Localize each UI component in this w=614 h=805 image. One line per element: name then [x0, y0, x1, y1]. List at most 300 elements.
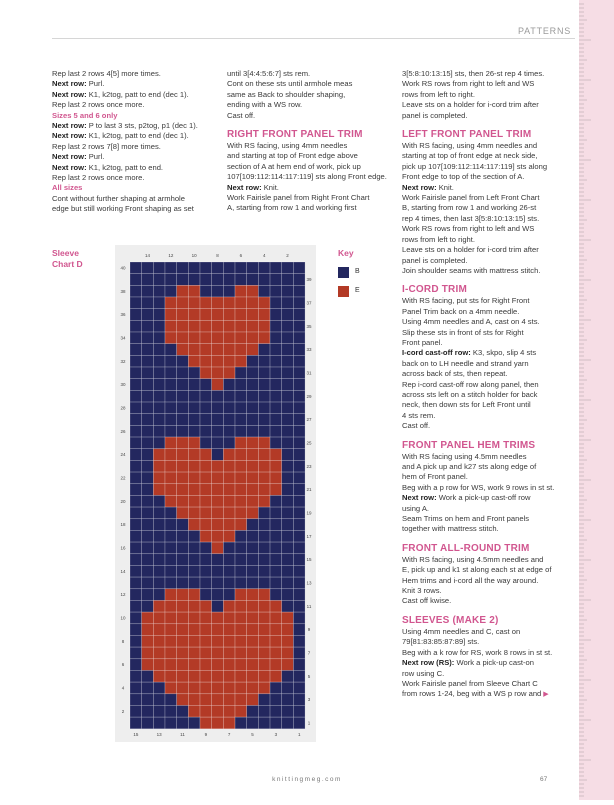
chart-cell	[212, 612, 224, 624]
instruction-row	[402, 658, 554, 668]
chart-cell	[223, 624, 235, 636]
chart-cell	[165, 309, 177, 321]
chart-cell	[200, 519, 212, 531]
chart-cell	[130, 530, 142, 542]
chart-cell	[153, 659, 165, 671]
chart-cell	[212, 495, 224, 507]
chart-cell	[188, 495, 200, 507]
chart-cell	[223, 472, 235, 484]
chart-axis-label: 32	[120, 358, 126, 364]
chart-axis-label: 2	[286, 253, 289, 258]
chart-cell	[293, 437, 305, 449]
chart-cell	[293, 717, 305, 729]
chart-cell	[188, 624, 200, 636]
line-text: With RS facing, using 4mm needles and	[402, 141, 538, 151]
chart-cell	[270, 612, 282, 624]
chart-cell	[282, 682, 294, 694]
chart-cell	[293, 344, 305, 356]
chart-cell	[235, 414, 247, 426]
header-divider	[52, 38, 575, 39]
chart-cell	[223, 577, 235, 589]
line-text: starting at top of front edge at neck side,	[402, 151, 538, 161]
chart-cell	[235, 717, 247, 729]
chart-cell	[247, 355, 259, 367]
chart-cell	[282, 449, 294, 461]
chart-cell	[247, 309, 259, 321]
chart-cell	[165, 682, 177, 694]
chart-cell	[235, 705, 247, 717]
chart-cell	[258, 542, 270, 554]
chart-cell	[235, 367, 247, 379]
chart-cell	[247, 344, 259, 356]
chart-cell	[223, 344, 235, 356]
chart-cell	[293, 332, 305, 344]
row-text: Knit.	[261, 182, 279, 192]
chart-cell	[293, 495, 305, 507]
chart-cell	[200, 612, 212, 624]
chart-cell	[188, 682, 200, 694]
chart-cell	[153, 379, 165, 391]
row-text: K1, k2tog, patt to end (dec 1).	[86, 131, 189, 141]
chart-axis-label: 26	[120, 428, 126, 434]
chart-cell	[223, 530, 235, 542]
chart-cell	[235, 472, 247, 484]
text-column-3	[402, 69, 554, 701]
chart-cell	[130, 600, 142, 612]
chart-cell	[142, 437, 154, 449]
line-text: back on to LH needle and strand yarn	[402, 358, 529, 368]
chart-cell	[282, 320, 294, 332]
chart-cell	[165, 402, 177, 414]
chart-cell	[130, 297, 142, 309]
section-heading: LEFT FRONT PANEL TRIM	[402, 129, 532, 141]
line-text: Leave sts on a holder for i-cord trim after	[402, 245, 539, 255]
chart-cell	[130, 624, 142, 636]
instruction-row	[52, 121, 198, 131]
chart-cell	[153, 600, 165, 612]
chart-axis-label: 18	[120, 522, 126, 528]
chart-cell	[200, 507, 212, 519]
chart-cell	[247, 274, 259, 286]
chart-cell	[200, 530, 212, 542]
line-text: 3[5:8:10:13:15] sts, then 26-st rep 4 times.	[402, 69, 545, 78]
chart-cell	[153, 519, 165, 531]
chart-cell	[165, 285, 177, 297]
chart-cell	[177, 297, 189, 309]
chart-cell	[258, 472, 270, 484]
chart-cell	[142, 530, 154, 542]
chart-cell	[270, 635, 282, 647]
chart-cell	[282, 612, 294, 624]
chart-cell	[153, 460, 165, 472]
chart-cell	[177, 355, 189, 367]
text-line	[227, 141, 387, 151]
chart-cell	[200, 670, 212, 682]
chart-cell	[247, 694, 259, 706]
instruction-row	[52, 79, 198, 89]
line-text: Work Fairisle panel from Sleeve Chart C	[402, 678, 538, 688]
chart-cell	[270, 589, 282, 601]
line-text: Rep last 2 rows 4[5] more times.	[52, 69, 161, 78]
row-label: Next row:	[52, 89, 87, 99]
chart-cell	[282, 297, 294, 309]
chart-cell	[165, 600, 177, 612]
chart-cell	[258, 460, 270, 472]
row-label: Next row:	[52, 121, 87, 131]
line-text: With RS facing, using 4mm needles	[227, 141, 348, 151]
chart-cell	[177, 274, 189, 286]
chart-axis-label: 9	[204, 732, 208, 737]
chart-cell	[165, 507, 177, 519]
chart-cell	[247, 484, 259, 496]
text-line	[227, 100, 387, 110]
chart-cell	[293, 624, 305, 636]
chart-cell	[212, 472, 224, 484]
chart-cell	[223, 297, 235, 309]
chart-cell	[130, 332, 142, 344]
chart-cell	[212, 542, 224, 554]
chart-cell	[188, 600, 200, 612]
chart-axis-label: 38	[120, 288, 126, 294]
line-text: row using C.	[402, 668, 445, 678]
chart-cell	[235, 612, 247, 624]
line-text: With RS facing using 4.5mm needles	[402, 451, 527, 461]
chart-cell	[130, 554, 142, 566]
chart-cell	[142, 670, 154, 682]
chart-cell	[258, 297, 270, 309]
line-text: Rep i-cord cast-off row along panel, then	[402, 379, 539, 389]
size-subheading: All sizes	[52, 183, 83, 193]
line-text: edge but still working Front shaping as set	[52, 204, 194, 214]
chart-cell	[130, 344, 142, 356]
chart-cell	[258, 379, 270, 391]
chart-cell	[177, 589, 189, 601]
chart-cell	[258, 449, 270, 461]
line-text: Using 4mm needles and A, cast on 4 sts.	[402, 317, 540, 327]
chart-axis-label: 3	[307, 697, 311, 703]
instruction-row	[52, 152, 198, 162]
chart-cell	[200, 262, 212, 274]
key-title: Key	[338, 248, 354, 258]
chart-cell	[247, 600, 259, 612]
text-line	[52, 173, 198, 183]
chart-cell	[282, 425, 294, 437]
chart-cell	[282, 414, 294, 426]
chart-cell	[177, 530, 189, 542]
chart-cell	[282, 577, 294, 589]
chart-cell	[258, 309, 270, 321]
chart-cell	[293, 542, 305, 554]
chart-cell	[235, 635, 247, 647]
chart-cell	[282, 472, 294, 484]
chart-axis-label: 11	[306, 603, 312, 609]
chart-cell	[293, 519, 305, 531]
chart-cell	[165, 355, 177, 367]
chart-cell	[177, 565, 189, 577]
chart-cell	[270, 495, 282, 507]
chart-cell	[153, 565, 165, 577]
chart-cell	[235, 507, 247, 519]
text-line	[402, 565, 554, 575]
row-label: Next row (RS):	[402, 658, 455, 668]
text-line	[402, 317, 554, 327]
chart-cell	[177, 262, 189, 274]
chart-cell	[200, 589, 212, 601]
chart-cell	[142, 297, 154, 309]
chart-cell	[212, 554, 224, 566]
chart-cell	[188, 612, 200, 624]
chart-cell	[165, 670, 177, 682]
chart-cell	[247, 612, 259, 624]
line-text: Work Fairisle panel from Right Front Chart	[227, 193, 370, 203]
chart-axis-label: 17	[306, 533, 312, 539]
line-text: Beg with a k row for RS, work 8 rows in st st.	[402, 647, 553, 657]
chart-cell	[177, 379, 189, 391]
chart-cell	[200, 484, 212, 496]
chart-cell	[153, 612, 165, 624]
text-line	[52, 142, 198, 152]
chart-cell	[270, 507, 282, 519]
chart-cell	[270, 670, 282, 682]
chart-cell	[165, 484, 177, 496]
chart-cell	[188, 320, 200, 332]
chart-cell	[165, 542, 177, 554]
chart-cell	[200, 320, 212, 332]
chart-cell	[293, 402, 305, 414]
text-line	[402, 245, 554, 255]
chart-cell	[235, 659, 247, 671]
chart-axis-label: 25	[306, 440, 312, 446]
chart-cell	[212, 367, 224, 379]
chart-cell	[258, 705, 270, 717]
chart-cell	[212, 262, 224, 274]
chart-cell	[212, 694, 224, 706]
chart-cell	[270, 297, 282, 309]
chart-cell	[188, 460, 200, 472]
instruction-row	[402, 348, 554, 358]
chart-cell	[130, 484, 142, 496]
chart-cell	[177, 507, 189, 519]
line-text: pick up 107[109:112:114:117:119] sts along	[402, 161, 548, 171]
chart-axis-label: 31	[306, 370, 312, 376]
chart-cell	[282, 437, 294, 449]
chart-cell	[200, 402, 212, 414]
chart-cell	[258, 437, 270, 449]
line-text: panel is completed.	[402, 110, 468, 120]
chart-cell	[235, 437, 247, 449]
chart-cell	[153, 554, 165, 566]
chart-cell	[165, 379, 177, 391]
chart-title-line2: Chart D	[52, 259, 83, 269]
chart-cell	[293, 484, 305, 496]
chart-cell	[130, 577, 142, 589]
line-text: Cont on these sts until armhole meas	[227, 79, 353, 89]
text-line	[227, 162, 387, 172]
chart-cell	[165, 612, 177, 624]
line-text: 4 sts rem.	[402, 410, 436, 420]
key-swatch-e	[338, 286, 349, 297]
chart-cell	[153, 367, 165, 379]
text-line	[402, 193, 554, 203]
chart-cell	[142, 460, 154, 472]
chart-cell	[177, 682, 189, 694]
chart-cell	[235, 309, 247, 321]
text-line	[402, 421, 554, 431]
chart-axis-label: 24	[120, 452, 126, 458]
chart-cell	[282, 624, 294, 636]
chart-cell	[258, 519, 270, 531]
chart-cell	[247, 379, 259, 391]
chart-cell	[153, 285, 165, 297]
chart-cell	[282, 705, 294, 717]
chart-cell	[247, 449, 259, 461]
chart-cell	[247, 285, 259, 297]
chart-cell	[200, 297, 212, 309]
line-text: Rep last 2 rows once more.	[52, 173, 145, 183]
chart-cell	[142, 519, 154, 531]
instruction-row	[402, 183, 554, 193]
text-line	[402, 90, 554, 100]
chart-cell	[188, 484, 200, 496]
chart-cell	[235, 554, 247, 566]
chart-axis-label: 6	[239, 253, 243, 258]
chart-cell	[223, 554, 235, 566]
chart-cell	[142, 635, 154, 647]
chart-title	[52, 248, 83, 270]
chart-cell	[130, 414, 142, 426]
chart-cell	[177, 600, 189, 612]
text-line	[402, 400, 554, 410]
chart-cell	[247, 472, 259, 484]
chart-axis-label: 5	[307, 673, 311, 679]
chart-cell	[188, 670, 200, 682]
row-text: Purl.	[86, 79, 105, 89]
section-heading: SLEEVES (MAKE 2)	[402, 614, 499, 626]
chart-cell	[165, 390, 177, 402]
text-line	[402, 637, 554, 647]
chart-cell	[235, 694, 247, 706]
chart-cell	[130, 542, 142, 554]
chart-cell	[142, 682, 154, 694]
chart-cell	[270, 355, 282, 367]
chart-cell	[270, 367, 282, 379]
chart-cell	[235, 355, 247, 367]
chart-axis-label: 19	[306, 510, 312, 516]
chart-cell	[223, 484, 235, 496]
chart-cell	[270, 472, 282, 484]
chart-cell	[153, 682, 165, 694]
text-line	[402, 172, 554, 182]
chart-cell	[293, 694, 305, 706]
line-text: together with mattress stitch.	[402, 524, 499, 534]
chart-cell	[223, 647, 235, 659]
chart-axis-label: 1	[307, 720, 311, 726]
instruction-row	[402, 493, 554, 503]
section-header: PATTERNS	[518, 26, 572, 36]
chart-cell	[177, 659, 189, 671]
chart-cell	[212, 577, 224, 589]
text-line	[402, 411, 554, 421]
chart-cell	[223, 320, 235, 332]
line-text: same as Back to shoulder shaping,	[227, 89, 346, 99]
chart-cell	[235, 449, 247, 461]
chart-cell	[270, 402, 282, 414]
chart-cell	[142, 309, 154, 321]
chart-cell	[165, 577, 177, 589]
chart-cell	[130, 705, 142, 717]
text-line	[402, 369, 554, 379]
text-line	[227, 90, 387, 100]
chart-cell	[153, 437, 165, 449]
chart-cell	[258, 659, 270, 671]
chart-cell	[282, 717, 294, 729]
chart-cell	[212, 670, 224, 682]
chart-cell	[282, 507, 294, 519]
chart-cell	[258, 320, 270, 332]
chart-cell	[212, 507, 224, 519]
line-text: panel is completed.	[402, 255, 468, 265]
chart-cell	[177, 670, 189, 682]
text-line	[402, 514, 554, 524]
chart-cell	[270, 530, 282, 542]
chart-axis-label: 23	[306, 463, 312, 469]
chart-cell	[165, 717, 177, 729]
text-line	[402, 79, 554, 89]
line-text: until 3[4:4:5:6:7] sts rem.	[227, 69, 311, 78]
chart-cell	[200, 647, 212, 659]
text-line	[402, 462, 554, 472]
chart-cell	[165, 635, 177, 647]
chart-cell	[212, 624, 224, 636]
chart-cell	[142, 390, 154, 402]
chart-cell	[212, 519, 224, 531]
chart-cell	[188, 402, 200, 414]
chart-cell	[247, 320, 259, 332]
chart-cell	[247, 565, 259, 577]
chart-cell	[282, 659, 294, 671]
chart-cell	[270, 682, 282, 694]
chart-cell	[165, 437, 177, 449]
chart-cell	[142, 285, 154, 297]
text-line	[227, 172, 387, 182]
chart-cell	[142, 320, 154, 332]
chart-cell	[153, 425, 165, 437]
chart-axis-label: 39	[306, 277, 312, 283]
line-text: Work RS rows from right to left and WS	[402, 79, 535, 89]
chart-axis-label: 14	[144, 253, 151, 258]
chart-cell	[130, 274, 142, 286]
chart-cell	[188, 717, 200, 729]
chart-cell	[142, 414, 154, 426]
chart-cell	[142, 600, 154, 612]
section-heading: FRONT PANEL HEM TRIMS	[402, 439, 536, 451]
chart-cell	[212, 600, 224, 612]
chart-cell	[235, 402, 247, 414]
chart-cell	[258, 367, 270, 379]
chart-cell	[188, 379, 200, 391]
chart-cell	[270, 379, 282, 391]
chart-cell	[188, 285, 200, 297]
chart-cell	[177, 542, 189, 554]
chart-cell	[188, 425, 200, 437]
chart-cell	[188, 519, 200, 531]
chart-cell	[247, 577, 259, 589]
chart-cell	[130, 320, 142, 332]
chart-cell	[212, 659, 224, 671]
chart-axis-label: 5	[251, 732, 254, 737]
chart-cell	[235, 600, 247, 612]
line-text: B, starting from row 1 and working 26-st	[402, 203, 537, 213]
